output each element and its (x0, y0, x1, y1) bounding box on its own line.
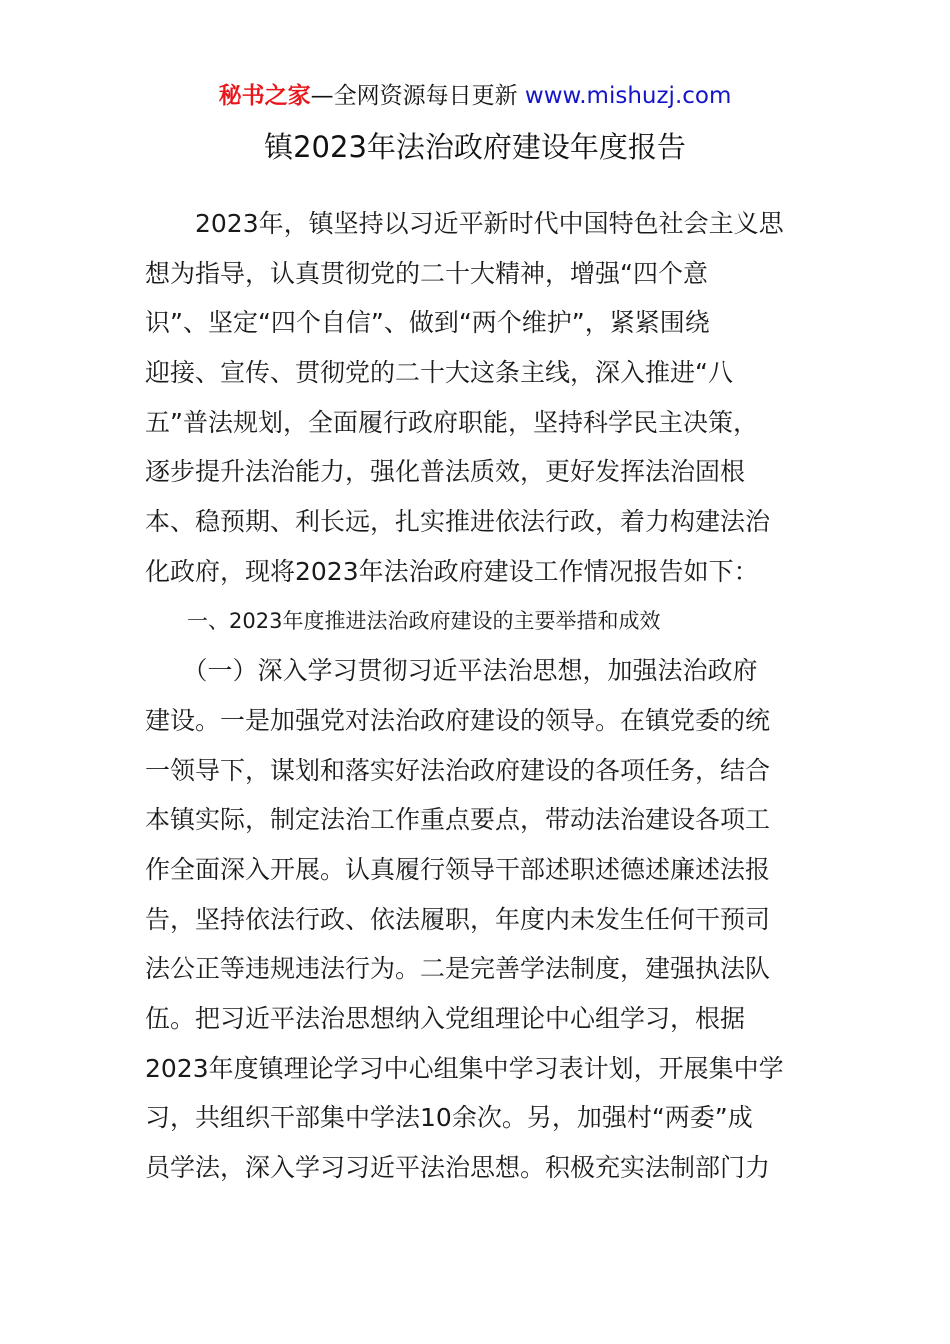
paragraph-line: 识”、坚定“四个自信”、做到“两个维护”，紧紧围绕 (145, 308, 710, 338)
paragraph-line: 建设。一是加强党对法治政府建设的领导。在镇党委的统 (145, 705, 771, 735)
paragraph-line: 一领导下，谋划和落实好法治政府建设的各项任务，结合 (145, 755, 771, 785)
paragraph-line: 化政府，现将2023年法治政府建设工作情况报告如下： (145, 556, 759, 586)
paragraph-line: 想为指导，认真贯彻党的二十大精神，增强“四个意 (145, 258, 708, 288)
paragraph-line: 伍。把习近平法治思想纳入党组理论中心组学习，根据 (145, 1004, 746, 1033)
paragraph-line: 五”普法规划，全面履行政府职能，坚持科学民主决策， (145, 407, 758, 437)
brand-name: 秘书之家 (218, 83, 311, 109)
paragraph-line: （一）深入学习贯彻习近平法治思想，加强法治政府 (145, 656, 758, 686)
site-url-link[interactable]: www.mishuzj.com (524, 83, 732, 109)
paragraph-line: 习，共组织干部集中学法10余次。另，加强村“两委”成 (145, 1103, 753, 1133)
paragraph-line: 本、稳预期、利长远，扎实推进依法行政，着力构建法治 (145, 507, 771, 537)
document-title: 镇2023年法治政府建设年度报告 (264, 130, 686, 164)
document-body (145, 199, 807, 1193)
paragraph-line: 员学法，深入学习习近平法治思想。积极充实法制部门力 (145, 1153, 771, 1183)
section-heading: 一、2023年度推进法治政府建设的主要举措和成效 (145, 608, 661, 633)
paragraph-line: 告，坚持依法行政、依法履职，年度内未发生任何干预司 (145, 904, 771, 934)
paragraph-line: 逐步提升法治能力，强化普法质效，更好发挥法治固根 (145, 457, 746, 487)
paragraph-line: 作全面深入开展。认真履行领导干部述职述德述廉述法报 (145, 854, 771, 884)
paragraph-line: 本镇实际，制定法治工作重点要点，带动法治建设各项工 (145, 805, 771, 835)
paragraph-line: 2023年度镇理论学习中心组集中学习表计划，开展集中学 (145, 1053, 784, 1083)
paragraph-line: 迎接、宣传、贯彻党的二十大这条主线，深入推进“八 (145, 358, 733, 388)
site-header (0, 80, 950, 112)
paragraph-line: 法公正等违规违法行为。二是完善学法制度，建强执法队 (145, 954, 771, 984)
paragraph-line: 2023年，镇坚持以习近平新时代中国特色社会主义思 (145, 209, 784, 238)
header-tagline: —全网资源每日更新 (310, 83, 518, 109)
